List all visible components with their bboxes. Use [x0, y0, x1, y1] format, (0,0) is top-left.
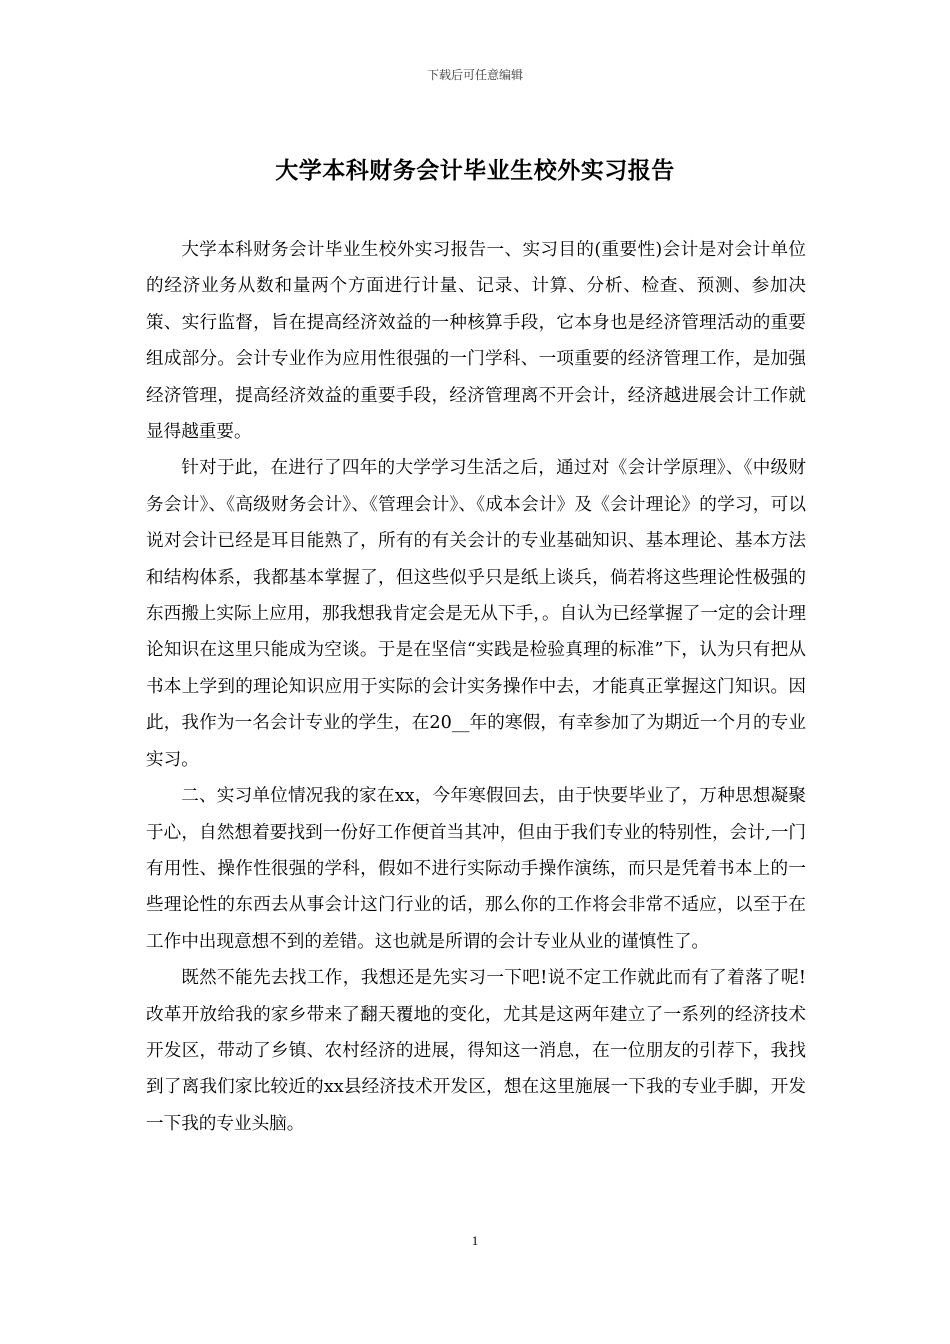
- paragraph: 针对于此，在进行了四年的大学学习生活之后，通过对《会计学原理》、《中级财务会计》、《高级财务会计》、《管理会计》、《成本会计》及《会计理论》的学习，可以说对会计已经是耳目能熟了，所有的有关会计的专业基础知识、基本理论、基本方法和结构体系，我都基本掌握了，但这些似乎只是纸上谈兵，倘若将这些理论性极强的东西搬上实际上应用，那我想我肯定会是无从下手，。自认为已经掌握了一定的会计理论知识在这里只能成为空谈。于是在坚信“实践是检验真理的标准”下，认为只有把从书本上学到的理论知识应用于实际的会计实务操作中去，才能真正掌握这门知识。因此，我作为一名会计专业的学生，在20__年的寒假，有幸参加了为期近一个月的专业实习。: [146, 458, 806, 770]
- document-body: [146, 232, 806, 1142]
- page-number: 1: [471, 1233, 479, 1248]
- paragraph: 二、实习单位情况我的家在xx，今年寒假回去，由于快要毕业了，万种思想凝聚于心，自然想着要找到一份好工作便首当其冲，但由于我们专业的特别性，会计,一门有用性、操作性很强的学科，假如不进行实际动手操作演练，而只是凭着书本上的一些理论性的东西去从事会计这门行业的话，那么你的工作将会非常不适应，以至于在工作中出现意想不到的差错。这也就是所谓的会计专业从业的谨慎性了。: [146, 786, 806, 952]
- header-note: 下载后可任意编辑: [426, 68, 523, 82]
- paragraph: 既然不能先去找工作，我想还是先实习一下吧!说不定工作就此而有了着落了呢!改革开放给我的家乡带来了翻天覆地的变化，尤其是这两年建立了一系列的经济技术开发区，带动了乡镇、农村经济的进展，得知这一消息，在一位朋友的引荐下，我找到了离我们家比较近的xx县经济技术开发区，想在这里施展一下我的专业手脚，开发一下我的专业头脑。: [146, 968, 806, 1134]
- paragraph: 大学本科财务会计毕业生校外实习报告一、实习目的(重要性)会计是对会计单位的经济业务从数和量两个方面进行计量、记录、计算、分析、检查、预测、参加决策、实行监督，旨在提高经济效益的一种核算手段，它本身也是经济管理活动的重要组成部分。会计专业作为应用性很强的一门学科、一项重要的经济管理工作，是加强经济管理，提高经济效益的重要手段，经济管理离不开会计，经济越进展会计工作就显得越重要。: [146, 240, 806, 443]
- document-title: 大学本科财务会计毕业生校外实习报告: [275, 158, 675, 184]
